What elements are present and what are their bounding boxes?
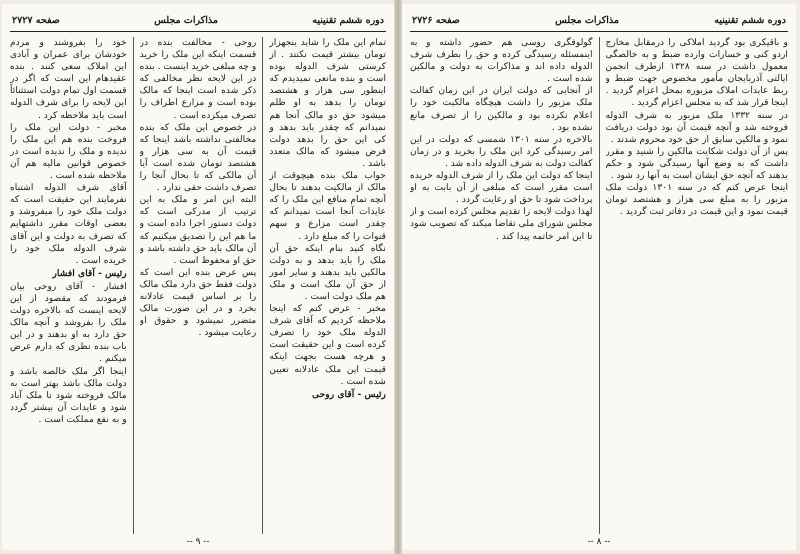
speaker-heading: رئیس - آقای روحی: [311, 388, 386, 400]
paragraph: خود را بفروشند و مردم خودشان برای عمران و آبادی این املاک سعی کنند . بنده عقیدهام این است که اگر در قسمت اول تمام دولت استثنائاً این لایحه را برای شرف الدوله است باید ملاحظه کرد .: [9, 37, 127, 121]
paragraph: آقای شرف الدوله اشتباه نفرمایند این حقیقت است که دولت ملک خود را میفروشد و بعضی اوقات مقرر داشتهایم که تصرف به دولت و این آقای شرف الدوله ملک خود را خریده است .: [9, 182, 127, 266]
paragraph: لهذا دولت لایحه را تقدیم مجلس کرده است و از مجلس شورای ملی تقاضا میکند که تصویب شود تا این امر خاتمه پیدا کند .: [410, 206, 593, 242]
right-page-number: صفحه ۲۷۲۶: [412, 14, 460, 26]
paragraph: افشار - آقای روحی بیان فرمودند که مقصود از این لایحه اینست که بالاخره دولت ملک را بفروشد و آنچه مالک حق دارد به او بدهند و در این باب بنده نظری که دارم عرض میکنم .: [9, 280, 127, 365]
column-divider: [133, 37, 134, 534]
paragraph: مخبر - عرض کنم که اینجا ملاحظه کردیم که آقای شرف الدوله ملک خود را تصرف کرده است و این حقیقت است و هرچه هست بجهت اینکه قیمت این ملک عادلانه تعیین شده است .: [269, 303, 386, 387]
paragraph: روحی - مخالفت بنده در قسمت اینکه این ملک را خرید و چه مبلغی خرید اینست . بنده در این لایحه نظر مخالفی که ذکر شده است اینجا که مالک بوده است و مزارع اطراف را تصرف میکرده است .: [139, 37, 257, 121]
left-page-title: مذاکرات مجلس: [154, 14, 218, 26]
left-col-left: [10, 37, 127, 534]
left-page: [2, 4, 394, 550]
paragraph: تمام این ملک را شاید ینجهزار تومان بیشتر قیمت نکنند . از کرستی شرف الدوله بوده است و بنده مانعی نمیدیدم که اینطور سی هزار و هشتصد تومان را بدهد به او ظلم میشود حق دو مالک آنجا هم نمیدانم که چقدر باید بدهد و کی این حق را بدهد دولت فرض میشود که مالک متعدد باشد .: [269, 37, 386, 169]
paragraph: و باقیکری بود گردید املاکی را درمقابل مخارج اردو کنی و خسارات وارده ضبط و به خالصگی معمول داشت در سنه ۱۳۲۸ ازطرف انجمن ایالتی آذربایجان مأمور مخصوص جهت ضبط و ربط عایدات املاک مزبوره بمحل اعزام گردید . اینجا قرار شد که به مجلس اعزام گردید .: [605, 37, 788, 109]
left-col-middle: [140, 37, 257, 534]
paragraph: نگاه کنید بنام اینکه حق آن ملک را باید بدهد و به دولت مالکین باید بدهند و سایر امور از حق آن ملک است و ملک هم ملک دولت است .: [269, 242, 386, 302]
paragraph: از آنجایی که دولت ایران در این زمان کفالت ملک مزبور را داشت هیچگاه مالکیت خود را اعلام نکرده بود و مالکین را از تصرف مانع نشده بود .: [410, 85, 593, 133]
paragraph: جواب ملک بنده هیچوقت از مالک از مالکیت بدهند تا بحال آنچه تمام منافع این ملک را که عایدات آنجا است نمیدانم که چقدر است مزارع و سهم قنوات را که مبلغ دارد .: [269, 170, 386, 242]
book-gutter: [394, 0, 402, 554]
right-col-left: [410, 37, 593, 534]
right-page-header: [412, 12, 786, 28]
paragraph: مخبر - دولت این ملک را فروخت بنده هم این ملک را ندیده و ملک را ندیده است در خصوص قوانین مالیه هم آن ملاحظه شده است .: [9, 121, 127, 182]
left-header-rule: [10, 31, 386, 32]
paragraph: اینجا عرض کنم که در سنه ۱۳۰۱ دولت ملک مزبور را به مبلغ سی هزار و هشتصد تومان قیمت نمود و این قیمت در دفاتر ثبت گردید .: [605, 182, 788, 218]
right-page-columns: [410, 37, 788, 534]
right-header-rule: [410, 31, 788, 32]
column-divider: [599, 37, 600, 534]
paragraph: اینجا که دولت این ملک را از شرف الدوله خریده است مقرر است که مبلغی از آن بابت به او پرداخت شود تا حق او رعایت گردد .: [410, 170, 593, 206]
left-page-number: صفحه ۲۷۲۷: [12, 14, 60, 26]
right-col-right: [606, 37, 789, 534]
left-page-columns: [10, 37, 386, 534]
right-page-title: مذاکرات مجلس: [555, 14, 619, 26]
left-page-footer: -- ۹ --: [186, 537, 210, 547]
paragraph: گولوفگری روسی هم حضور داشته و به اینمسئله رسیدگی کرده و حق را بطرف شرف الدوله داده اند و مذاکرات به دولت و مالکین شده است .: [410, 37, 593, 85]
paragraph: در خصوص این ملک که بنده مخالفتی نداشته باشد اینجا که قیمت آن به سی هزار و هشتصد تومان شده است آیا آن مالکی که تا بحال آنجا را تصرف داشت حقی ندارد .: [139, 121, 257, 194]
column-divider: [262, 37, 263, 534]
right-page: [402, 4, 796, 550]
paragraph: بالاخره در سنه ۱۳۰۱ شمسی که دولت در این امر رسیدگی کرد این ملک را بخرید و در زمان کفالت دولت به شرف الدوله داده شد .: [410, 133, 593, 169]
paragraph: اینجا اگر ملک خالصه باشد و دولت مالک باشد بهتر است به مالک فروخته شود تا ملک آباد شود و عایدات آن بیشتر گردد و به نفع مملکت است .: [9, 365, 127, 425]
paragraph: پس عرض بنده این است که دولت فقط حق دارد ملک مالک را بر اساس قیمت عادلانه بخرد و در این صورت مالک متضرر نمیشود و حقوق او رعایت میشود .: [139, 266, 257, 339]
left-col-right: [269, 37, 386, 534]
paragraph: پس از آن دولت شکایت مالکین را شنید و مقرر داشت که به وضع آنها رسیدگی شود و حکم بدهند که آنچه حق ایشان است به آنها رد شود .: [605, 145, 788, 182]
right-page-footer: -- ۸ --: [587, 537, 611, 547]
left-page-session: دوره ششم تقنینیه: [312, 14, 384, 26]
speaker-heading: رئیس - آقای افشار: [52, 267, 127, 279]
left-page-header: [12, 12, 384, 28]
paragraph: در سنه ۱۳۳۲ ملک مزبور به شرف الدوله فروخته شد و آنچه قیمت آن بود دولت دریافت نمود و مالکین سابق از حق خود محروم شدند .: [605, 109, 788, 145]
paragraph: البته این امر و ملک به این ترتیب از مدرکی است که دولت دستور اجرا داده است و ما هم این را تصدیق میکنیم که آن مالک باید حق داشته باشد و حق او محفوظ است .: [139, 194, 257, 266]
right-page-session: دوره ششم تقنینیه: [714, 14, 786, 26]
